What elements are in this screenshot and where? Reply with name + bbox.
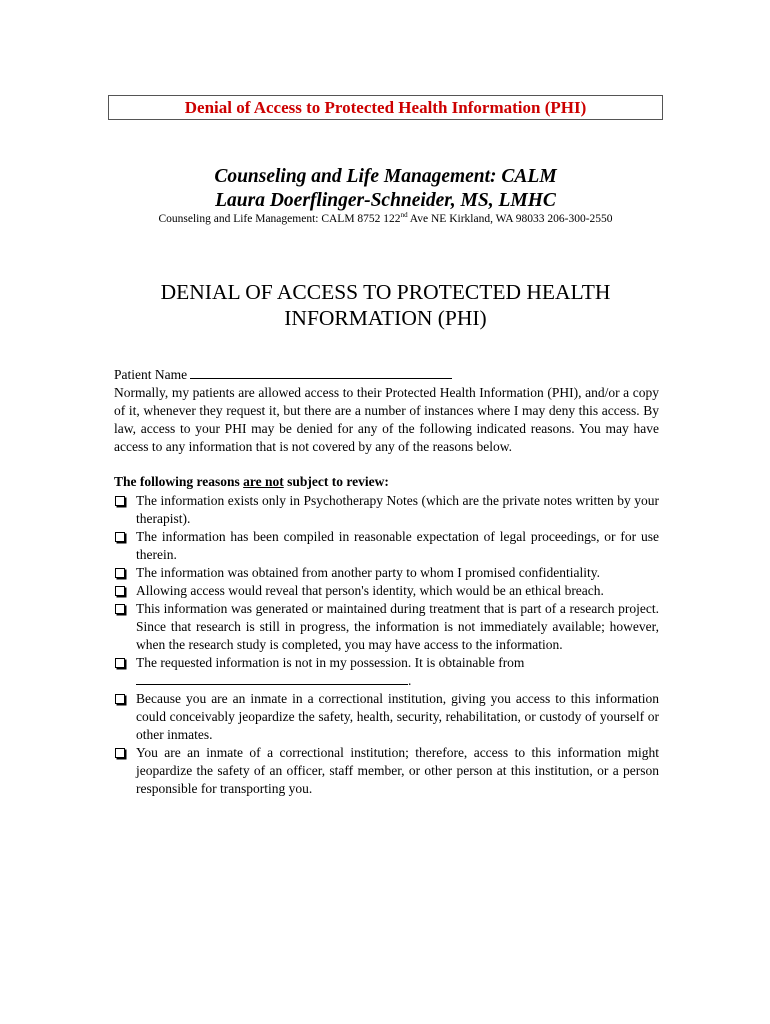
document-title-line-1: DENIAL OF ACCESS TO PROTECTED HEALTH [160,280,611,304]
checkbox-icon[interactable] [115,532,125,542]
reason-text: This information was generated or maintained during treatment that is part of a research project. Since that research is still in progress, the information is not immediately available; however, when the research study is completed, you may have access to the information. [136,601,659,652]
section-heading-emphasis: are not [243,474,284,489]
reason-text: The information exists only in Psychotherapy Notes (which are the private notes written by your therapist). [136,493,659,526]
reason-item [114,528,659,564]
checkbox-icon[interactable] [115,496,125,506]
reason-text: The information was obtained from another party to whom I promised confidentiality. [136,565,601,580]
checkbox-icon[interactable] [115,658,125,668]
patient-name-blank[interactable] [190,366,452,379]
address-text-start: Counseling and Life Management: CALM 8752 122 [158,213,401,225]
address-text-end: Ave NE Kirkland, WA 98033 206-300-2550 [407,213,613,225]
patient-name-label: Patient Name [114,367,191,382]
reason-item [114,492,659,528]
reason-item [114,654,659,690]
reason-text: Allowing access would reveal that person's identity, which would be an ethical breach. [136,583,604,598]
practice-heading [108,165,663,213]
checkbox-icon[interactable] [115,568,125,578]
checkbox-icon[interactable] [115,604,125,614]
header-title-box [108,95,663,120]
section-heading [114,473,659,491]
source-blank[interactable] [136,672,408,685]
document-title [108,279,663,331]
reason-text: The information has been compiled in reasonable expectation of legal proceedings, or for use therein. [136,529,659,562]
checkbox-icon[interactable] [115,586,125,596]
patient-name-line [114,366,659,384]
header-title: Denial of Access to Protected Health Information (PHI) [184,98,587,117]
section-heading-end: subject to review: [283,474,389,489]
document-body [114,366,659,798]
practice-name: Counseling and Life Management: CALM [214,166,557,187]
clinician-name: Laura Doerflinger-Schneider, MS, LMHC [215,190,556,211]
checkbox-icon[interactable] [115,694,125,704]
reason-item [114,582,659,600]
checkbox-icon[interactable] [115,748,125,758]
address-ordinal-suffix: nd [400,211,408,219]
section-heading-start: The following reasons [114,474,244,489]
reason-text: Because you are an inmate in a correctional institution, giving you access to this information could conceivably jeopardize the safety, health, security, rehabilitation, or custody of yourself or other inmates. [136,691,659,742]
intro-paragraph: Normally, my patients are allowed access to their Protected Health Information (PHI), and/or a copy of it, whenever they request it, but there are a number of instances where I may deny this access. By law, access to your PHI may be denied for any of the following indicated reasons. You may have access to any information that is not covered by any of the reasons below. [114,385,659,454]
reasons-list [114,492,659,798]
reason-item [114,600,659,654]
document-title-line-2: INFORMATION (PHI) [284,306,487,330]
reason-text: The requested information is not in my possession. It is obtainable from [136,655,525,670]
reason-item [114,564,659,582]
reason-suffix: . [408,673,412,688]
reason-text: You are an inmate of a correctional institution; therefore, access to this information might jeopardize the safety of an officer, staff member, or other person at this institution, or a person responsible for transporting you. [136,745,659,796]
practice-address [108,212,663,226]
reason-item [114,744,659,798]
reason-item [114,690,659,744]
